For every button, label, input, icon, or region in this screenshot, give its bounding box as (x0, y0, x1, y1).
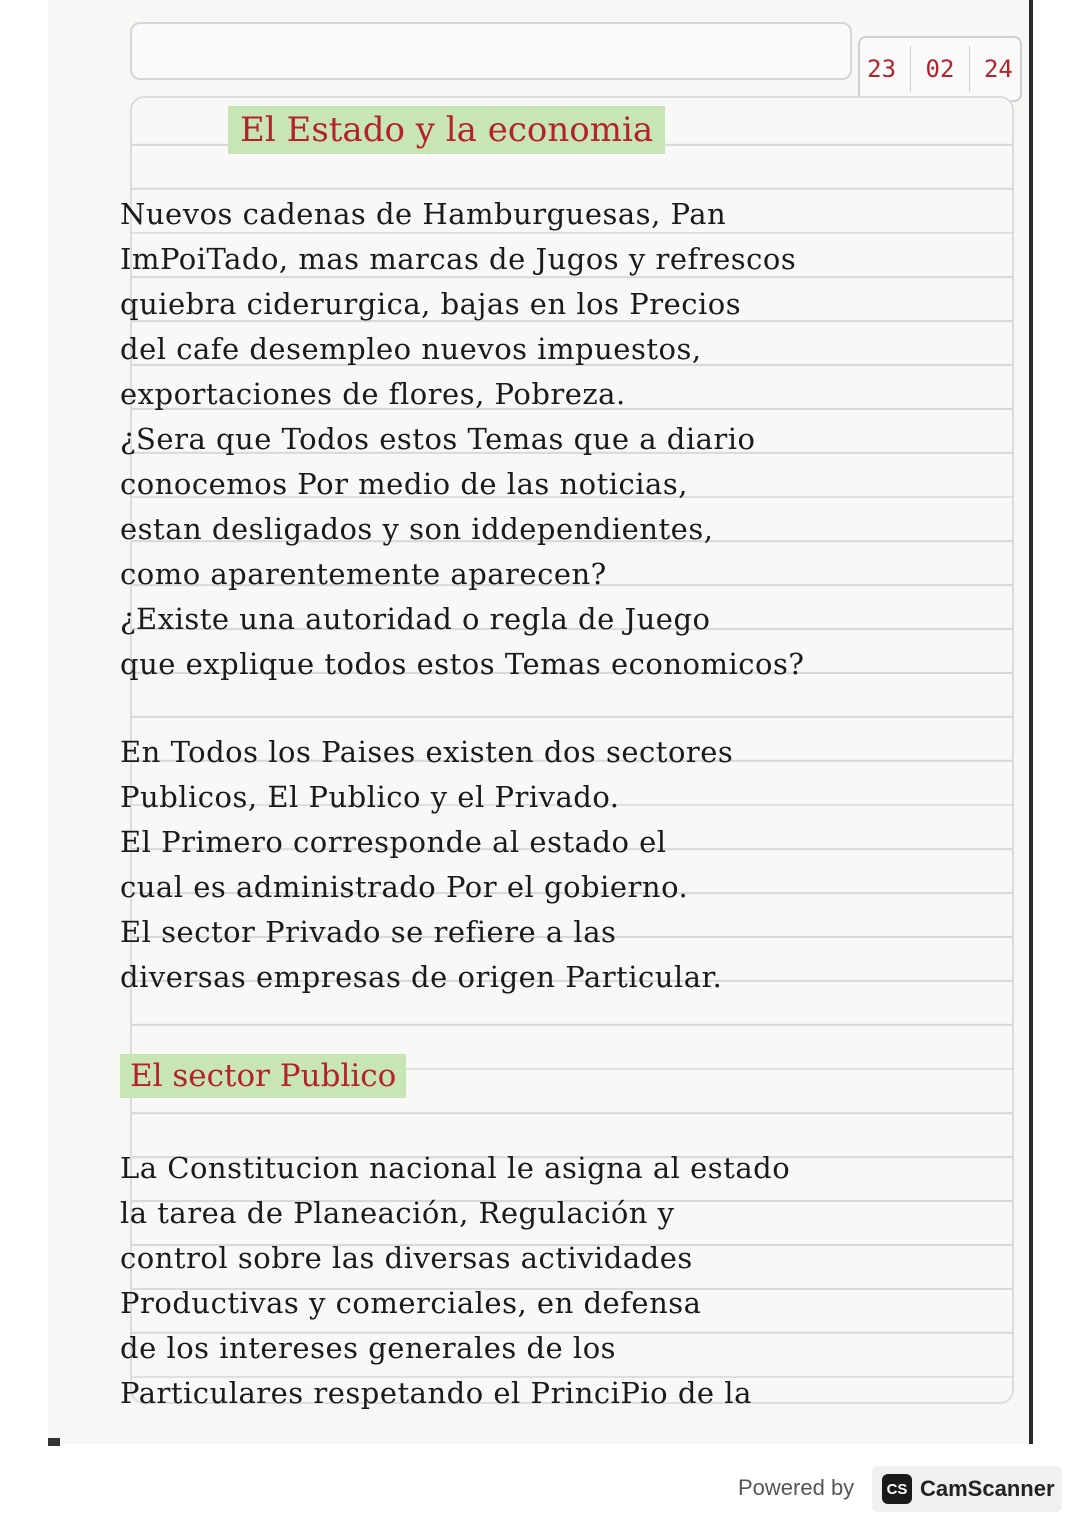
date-box (858, 36, 1022, 102)
text-line: conocemos Por medio de las noticias, (120, 467, 688, 501)
date-separator (910, 46, 911, 92)
text-line: Particulares respetando el PrinciPio de la (120, 1376, 752, 1410)
camscanner-icon: CS (882, 1474, 912, 1504)
text-line: El Primero corresponde al estado el (120, 825, 667, 859)
text-line: como aparentemente aparecen? (120, 557, 607, 591)
text-line: de los intereses generales de los (120, 1331, 617, 1365)
text-line: la tarea de Planeación, Regulación y (120, 1196, 675, 1230)
date-month: 02 (925, 55, 955, 83)
paragraph-sectors (120, 730, 1020, 1000)
text-line: cual es administrado Por el gobierno. (120, 870, 689, 904)
page-title: El Estado y la economia (228, 106, 665, 154)
camscanner-logo (872, 1466, 1062, 1512)
text-line: estan desligados y son iddependientes, (120, 512, 714, 546)
text-line: exportaciones de flores, Pobreza. (120, 377, 626, 411)
text-line: que explique todos estos Temas economicos? (120, 647, 805, 681)
text-line: diversas empresas de origen Particular. (120, 960, 723, 994)
paragraph-public-sector (120, 1146, 1020, 1416)
date-year: 24 (983, 55, 1013, 83)
powered-by-label: Powered by (738, 1475, 855, 1500)
text-line: La Constitucion nacional le asigna al estado (120, 1151, 791, 1185)
text-line: Productivas y comerciales, en defensa (120, 1286, 702, 1320)
date-separator (969, 46, 970, 92)
paragraph-intro (120, 192, 1020, 687)
text-line: control sobre las diversas actividades (120, 1241, 693, 1275)
page-edge (48, 1438, 60, 1446)
text-line: ImPoiTado, mas marcas de Jugos y refrescos (120, 242, 797, 276)
text-line: Publicos, El Publico y el Privado. (120, 780, 620, 814)
date-day: 23 (867, 55, 897, 83)
text-line: El sector Privado se refiere a las (120, 915, 617, 949)
camscanner-brand: CamScanner (920, 1476, 1055, 1501)
text-line: del cafe desempleo nuevos impuestos, (120, 332, 702, 366)
header-box (130, 22, 852, 80)
text-line: quiebra ciderurgica, bajas en los Precios (120, 287, 742, 321)
text-line: En Todos los Paises existen dos sectores (120, 735, 734, 769)
section-subtitle: El sector Publico (120, 1054, 406, 1098)
text-line: ¿Existe una autoridad o regla de Juego (120, 602, 711, 636)
text-line: ¿Sera que Todos estos Temas que a diario (120, 422, 756, 456)
text-line: Nuevos cadenas de Hamburguesas, Pan (120, 197, 727, 231)
